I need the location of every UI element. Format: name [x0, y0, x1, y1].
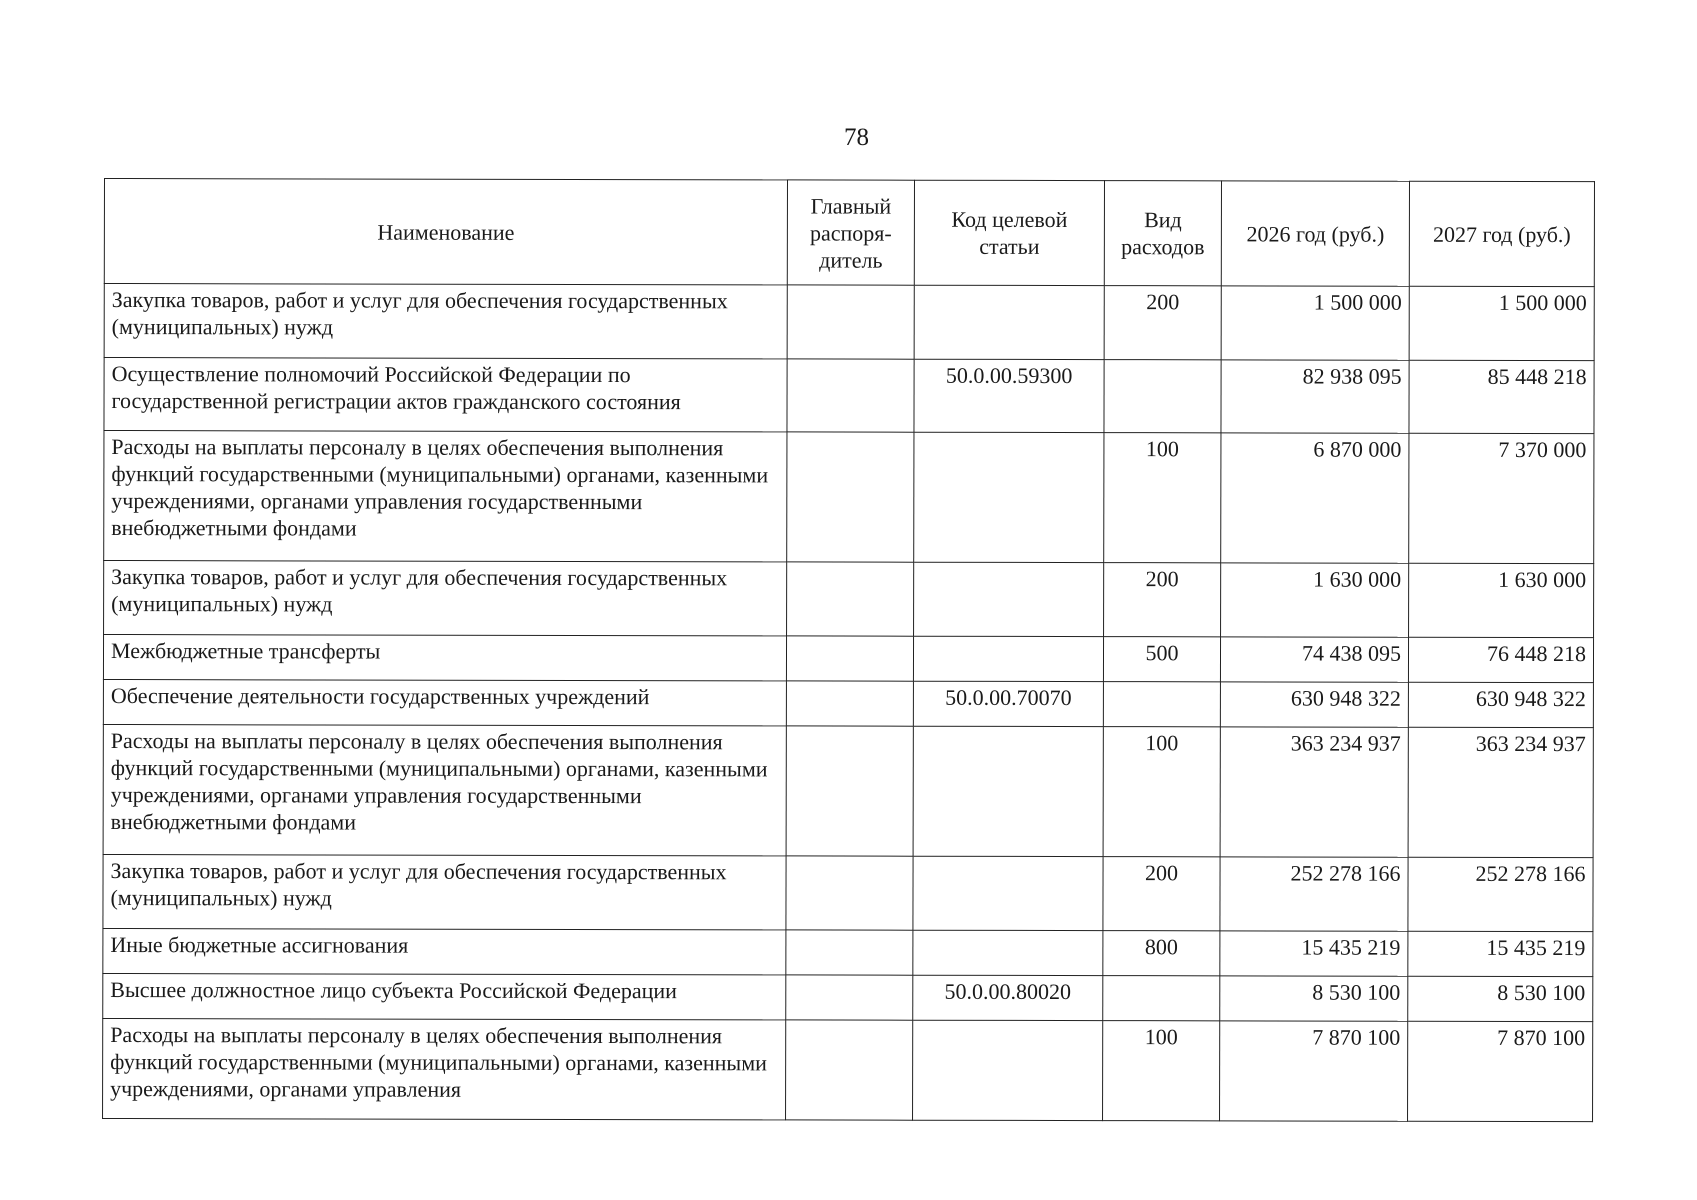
cell-admin [787, 359, 914, 432]
cell-type [1103, 976, 1220, 1021]
header-code: Код целевой статьи [914, 180, 1104, 285]
cell-2026: 15 435 219 [1220, 931, 1408, 976]
cell-2026: 6 870 000 [1221, 433, 1409, 563]
cell-name: Обеспечение деятельности государственных учреждений [103, 679, 786, 725]
cell-type: 100 [1103, 727, 1220, 857]
cell-admin [786, 726, 913, 856]
cell-2027: 85 448 218 [1409, 360, 1594, 433]
cell-2027: 7 370 000 [1409, 433, 1594, 563]
cell-name: Иные бюджетные ассигнования [103, 928, 786, 974]
cell-code [913, 1020, 1103, 1120]
table-row [104, 561, 1594, 638]
cell-admin [786, 856, 913, 930]
cell-admin [787, 285, 914, 359]
cell-2027: 630 948 322 [1408, 682, 1593, 727]
cell-code [913, 930, 1103, 975]
cell-2027: 1 630 000 [1409, 563, 1594, 637]
cell-2026: 1 630 000 [1221, 563, 1409, 637]
table-row [103, 635, 1593, 683]
cell-name: Расходы на выплаты персоналу в целях обеспечения выполнения функций государственными (муниципальными) органами, казенными учреждениями, органами управления государственными внебюджетными фондами [104, 431, 787, 562]
cell-type: 500 [1103, 637, 1220, 682]
cell-type: 100 [1103, 1021, 1220, 1121]
cell-type [1104, 360, 1221, 433]
header-type: Вид расходов [1104, 181, 1221, 286]
cell-2027: 252 278 166 [1408, 857, 1593, 931]
table-header-row [104, 179, 1594, 287]
table-row [103, 724, 1593, 857]
cell-name: Расходы на выплаты персоналу в целях обеспечения выполнения функций государственными (муниципальными) органами, казенными учреждениями, органами управления [103, 1018, 786, 1119]
table-row [104, 284, 1594, 361]
cell-type: 800 [1103, 931, 1220, 976]
cell-2026: 8 530 100 [1220, 976, 1408, 1021]
cell-2027: 363 234 937 [1408, 727, 1593, 857]
cell-type: 100 [1104, 433, 1221, 563]
cell-code: 50.0.00.59300 [914, 359, 1104, 432]
page-number: 78 [844, 124, 869, 151]
cell-code: 50.0.00.70070 [913, 681, 1103, 726]
cell-name: Высшее должностное лицо субъекта Российской Федерации [103, 973, 786, 1019]
table-row [103, 973, 1593, 1021]
cell-name: Межбюджетные трансферты [103, 635, 786, 681]
cell-2026: 363 234 937 [1220, 727, 1408, 857]
cell-admin [786, 1020, 913, 1120]
cell-type: 200 [1103, 857, 1220, 931]
header-2026: 2026 год (руб.) [1221, 181, 1409, 286]
cell-code [913, 726, 1103, 856]
cell-name: Осуществление полномочий Российской Федерации по государственной регистрации актов гражданского состояния [104, 358, 787, 432]
cell-type: 200 [1104, 563, 1221, 637]
cell-admin [786, 636, 913, 681]
cell-2026: 82 938 095 [1221, 360, 1409, 433]
cell-name: Закупка товаров, работ и услуг для обеспечения государственных (муниципальных) нужд [104, 561, 787, 636]
cell-2026: 630 948 322 [1220, 682, 1408, 727]
table-row [104, 431, 1594, 564]
cell-admin [787, 562, 914, 636]
table-row [104, 358, 1594, 434]
cell-2027: 15 435 219 [1408, 931, 1593, 976]
cell-2027: 7 870 100 [1408, 1021, 1593, 1121]
budget-table [102, 178, 1595, 1122]
table-row [103, 1018, 1593, 1121]
cell-admin [786, 930, 913, 975]
cell-2026: 74 438 095 [1220, 637, 1408, 682]
cell-2027: 76 448 218 [1408, 637, 1593, 682]
cell-name: Расходы на выплаты персоналу в целях обеспечения выполнения функций государственными (муниципальными) органами, казенными учреждениями, органами управления государственными внебюджетными фондами [103, 724, 786, 855]
cell-name: Закупка товаров, работ и услуг для обеспечения государственных (муниципальных) нужд [103, 854, 786, 929]
cell-2027: 8 530 100 [1408, 976, 1593, 1021]
cell-2027: 1 500 000 [1409, 286, 1594, 360]
cell-code: 50.0.00.80020 [913, 975, 1103, 1020]
cell-type [1103, 682, 1220, 727]
cell-admin [786, 681, 913, 726]
table-row [103, 928, 1593, 976]
cell-code [914, 285, 1104, 359]
cell-2026: 1 500 000 [1221, 286, 1409, 360]
table-body [103, 284, 1595, 1122]
cell-admin [786, 975, 913, 1020]
table-row [103, 679, 1593, 727]
cell-code [913, 856, 1103, 930]
header-name: Наименование [104, 179, 787, 285]
table-row [103, 854, 1593, 931]
cell-name: Закупка товаров, работ и услуг для обеспечения государственных (муниципальных) нужд [104, 284, 787, 359]
cell-admin [787, 432, 914, 562]
cell-type: 200 [1104, 286, 1221, 360]
cell-code [914, 562, 1104, 636]
header-admin: Главный распоря-дитель [787, 180, 914, 285]
cell-2026: 252 278 166 [1220, 857, 1408, 931]
cell-code [914, 432, 1104, 562]
header-2027: 2027 год (руб.) [1409, 181, 1594, 286]
cell-code [913, 636, 1103, 681]
cell-2026: 7 870 100 [1220, 1021, 1408, 1121]
